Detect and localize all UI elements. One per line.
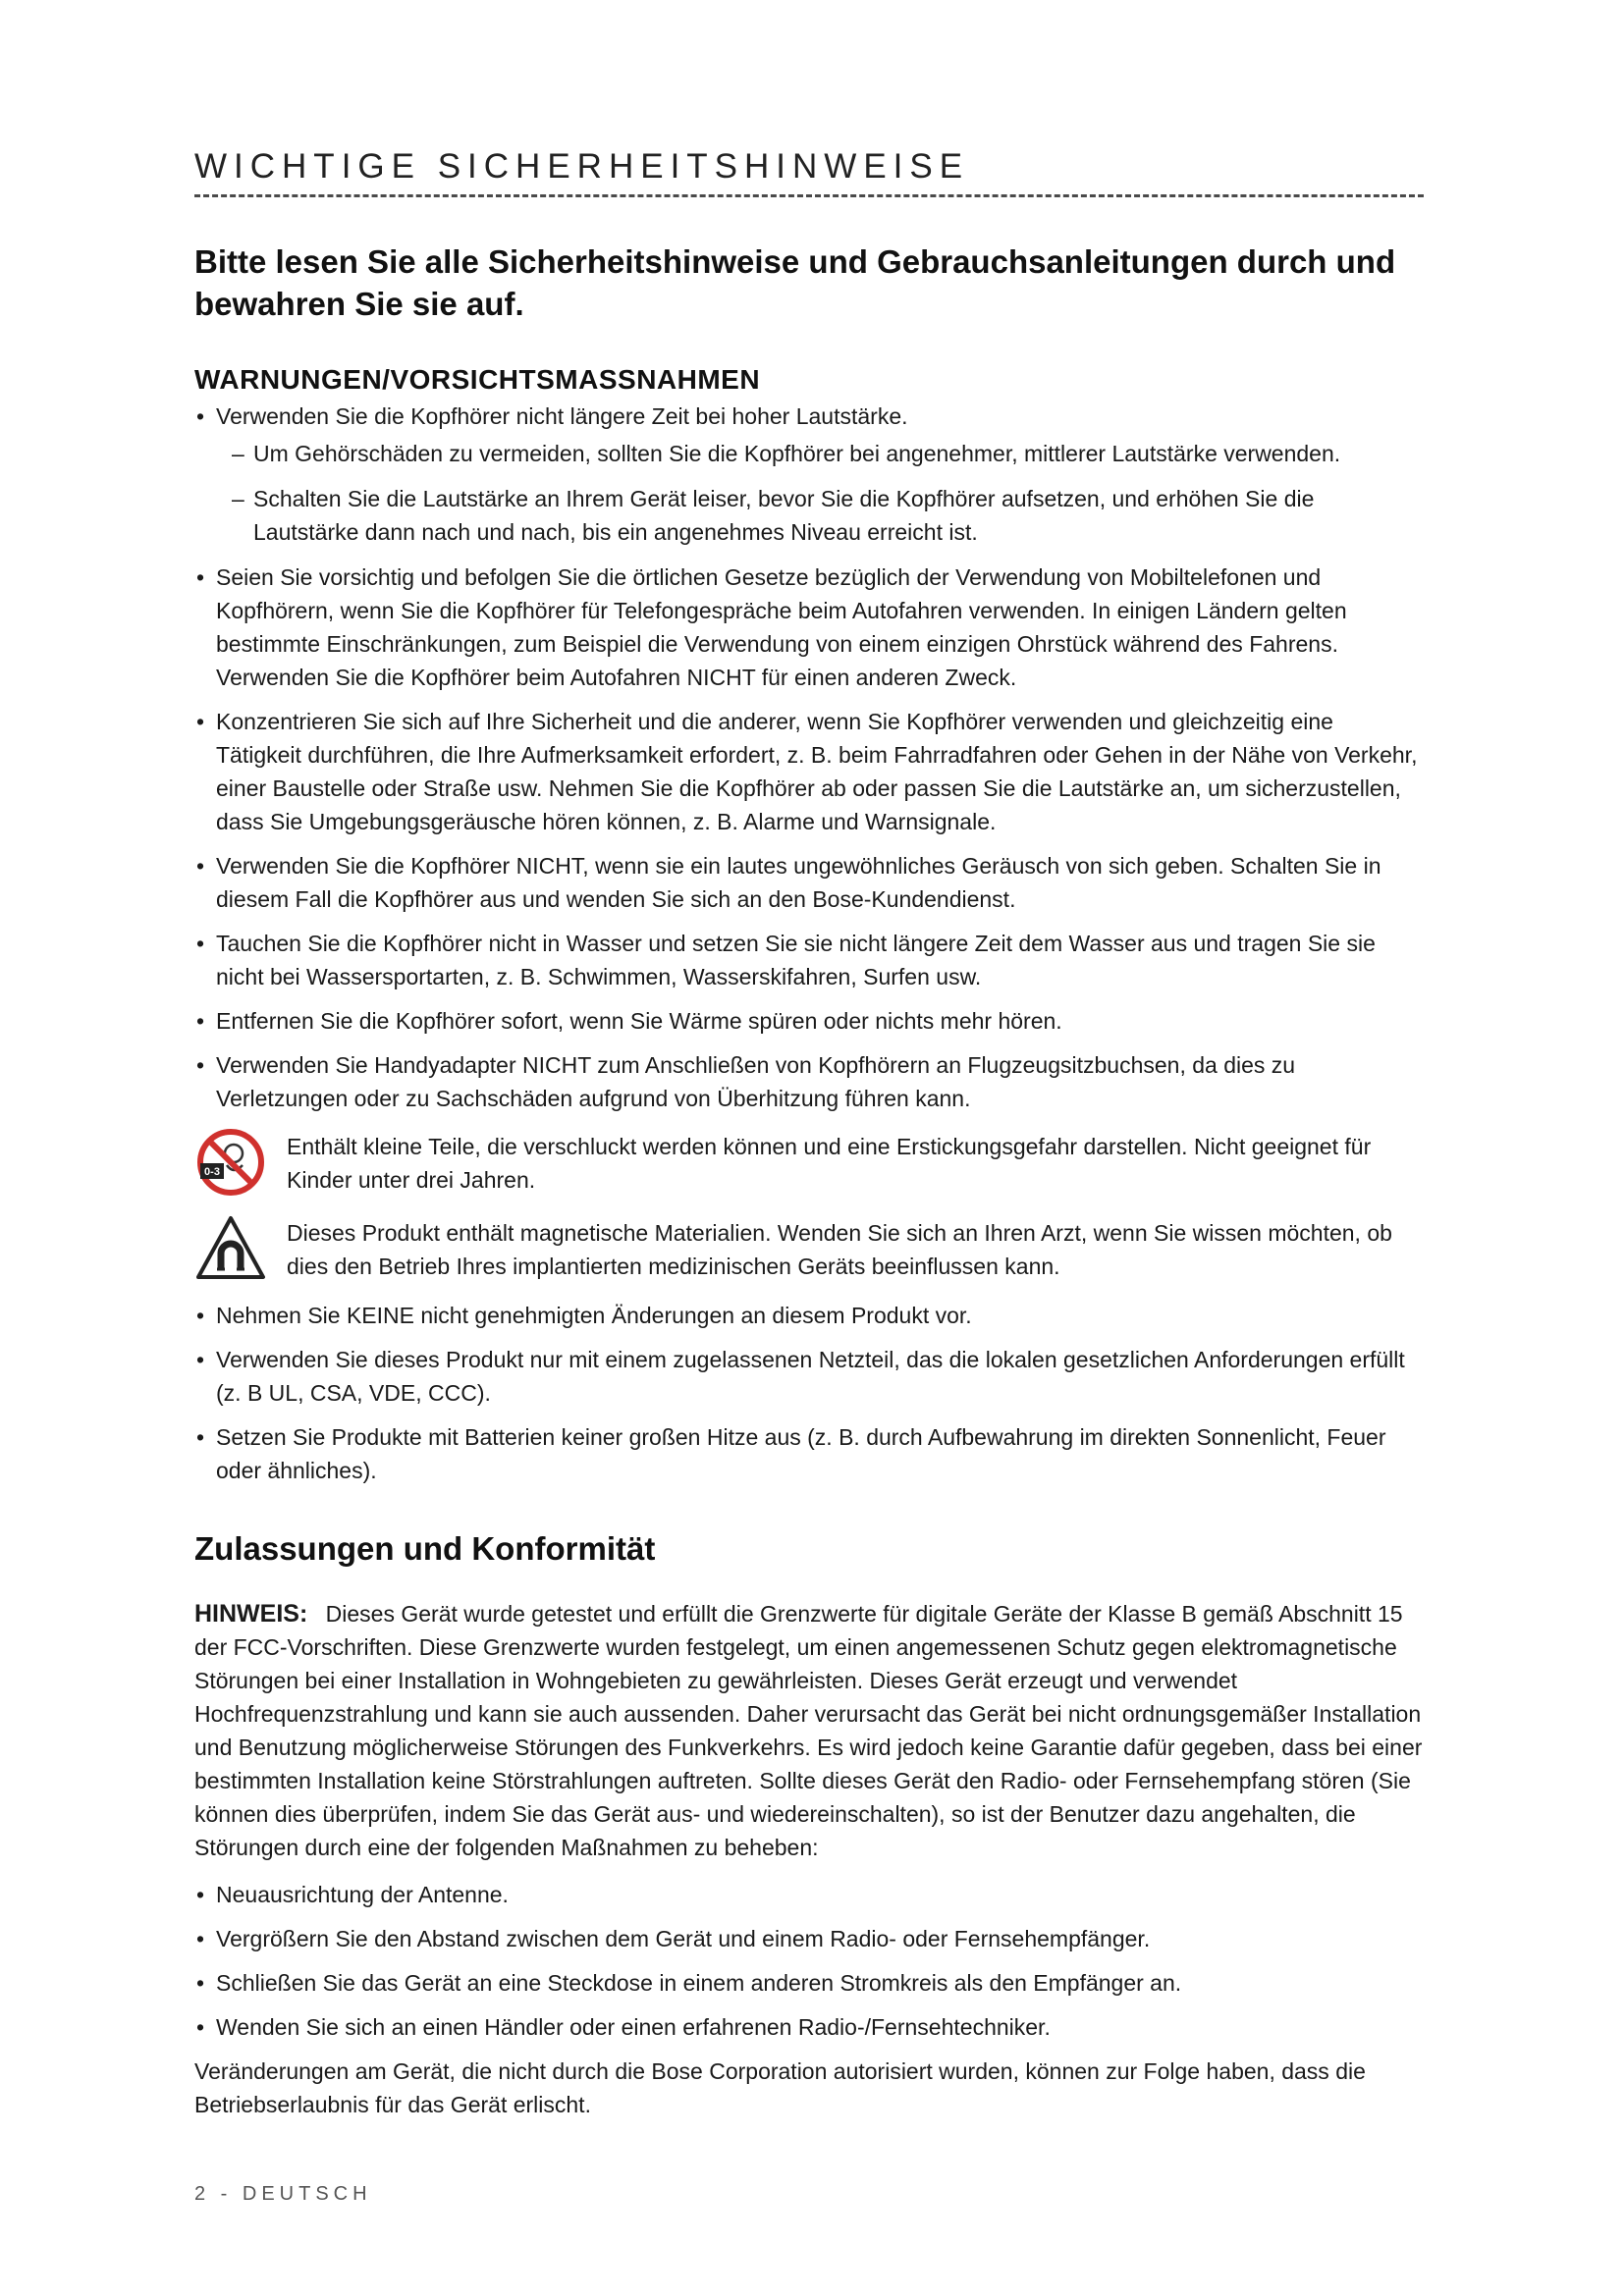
page-footer: 2 - DEUTSCH bbox=[194, 2183, 372, 2205]
volume-warning: Verwenden Sie die Kopfhörer nicht längere Zeit bei hoher Lautstärke. bbox=[216, 403, 908, 429]
intro-statement: Bitte lesen Sie alle Sicherheitshinweise und Gebrauchsanleitungen durch und bewahren Sie sie auf. bbox=[194, 243, 1396, 322]
magnetic-text: Dieses Produkt enthält magnetische Materialien. Wenden Sie sich an Ihren Arzt, wenn Sie wissen möchten, ob dies den Betrieb Ihres implantierten medizinischen Geräts beeinflussen kann. bbox=[287, 1220, 1392, 1279]
interference-measures-list bbox=[194, 1878, 1424, 2044]
list-item: • Nehmen Sie KEINE nicht genehmigten Änderungen an diesem Produkt vor. bbox=[194, 1299, 1424, 1332]
svg-text:0-3: 0-3 bbox=[204, 1166, 220, 1178]
list-item: • Tauchen Sie die Kopfhörer nicht in Wasser und setzen Sie sie nicht längere Zeit dem Wasser aus und tragen Sie sie nicht bei Wassersportarten, z. B. Schwimmen, Wasserskifahren, Surfen usw. bbox=[194, 927, 1424, 993]
magnetic-notice bbox=[194, 1212, 1424, 1285]
page-content bbox=[194, 147, 1424, 2121]
header-divider bbox=[194, 194, 1424, 197]
modification-disclaimer: Veränderungen am Gerät, die nicht durch die Bose Corporation autorisiert wurden, können zur Folge haben, dass die Betriebserlaubnis für das Gerät erlischt. bbox=[194, 2058, 1366, 2117]
compliance-heading: Zulassungen und Konformität bbox=[194, 1530, 656, 1567]
list-item: • Verwenden Sie dieses Produkt nur mit einem zugelassenen Netzteil, das die lokalen gesetzlichen Anforderungen erfüllt (z. B UL, CSA, VDE, CCC). bbox=[194, 1343, 1424, 1410]
list-item: • Neuausrichtung der Antenne. bbox=[194, 1878, 1424, 1911]
notice-text: Dieses Gerät wurde getestet und erfüllt die Grenzwerte für digitale Geräte der Klasse B gemäß Abschnitt 15 der FCC-Vorschriften. Diese Grenzwerte wurden festgelegt, um einen angemessenen Schutz gegen elektromagnetische Störungen bei einer Installation in Wohngebieten zu gewährleisten. Dieses Gerät erzeugt und verwendet Hochfrequenzstrahlung und kann sie auch aussenden. Daher verursacht das Gerät bei nicht ordnungsgemäßer Installation und Benutzung möglicherweise Störungen des Funkverkehrs. Es wird jedoch keine Garantie dafür gegeben, dass bei einer bestimmten Installation keine Störstrahlungen auftreten. Sollte dieses Gerät den Radio- oder Fernsehempfang stören (Sie können dies überprüfen, indem Sie das Gerät aus- und wiedereinschalten), so ist der Benutzer dazu angehalten, die Störungen durch eine der folgenden Maßnahmen zu beheben: bbox=[194, 1601, 1423, 1860]
list-item: • Verwenden Sie Handyadapter NICHT zum Anschließen von Kopfhörern an Flugzeugsitzbuchsen, da dies zu Verletzungen oder zu Sachschäden aufgrund von Überhitzung führen kann. bbox=[194, 1048, 1424, 1115]
list-item: • Seien Sie vorsichtig und befolgen Sie die örtlichen Gesetze bezüglich der Verwendung von Mobiltelefonen und Kopfhörern, wenn Sie die Kopfhörer für Telefongespräche beim Autofahren verwenden. In einigen Ländern gelten bestimmte Einschränkungen, zum Beispiel die Verwendung von einem einzigen Ohrstück während des Fahrens. Verwenden Sie die Kopfhörer beim Autofahren NICHT für einen anderen Zweck. bbox=[194, 561, 1424, 694]
warnings-heading: WARNUNGEN/VORSICHTSMASSNAHMEN bbox=[194, 364, 761, 395]
list-item: • Entfernen Sie die Kopfhörer sofort, wenn Sie Wärme spüren oder nichts mehr hören. bbox=[194, 1004, 1424, 1038]
magnet-warning-icon bbox=[194, 1212, 267, 1285]
list-item: • Vergrößern Sie den Abstand zwischen dem Gerät und einem Radio- oder Fernsehempfänger. bbox=[194, 1922, 1424, 1955]
list-item: • Setzen Sie Produkte mit Batterien keiner großen Hitze aus (z. B. durch Aufbewahrung im direkten Sonnenlicht, Feuer oder ähnliches). bbox=[194, 1420, 1424, 1487]
small-parts-warning-icon bbox=[194, 1126, 267, 1199]
small-parts-notice bbox=[194, 1126, 1424, 1199]
small-parts-text: Enthält kleine Teile, die verschluckt werden können und eine Erstickungsgefahr darstellen. Nicht geeignet für Kinder unter drei Jahren. bbox=[287, 1134, 1372, 1193]
list-item: – Schalten Sie die Lautstärke an Ihrem Gerät leiser, bevor Sie die Kopfhörer aufsetzen, und erhöhen Sie die Lautstärke dann nach und nach, bis ein angenehmes Niveau erreicht ist. bbox=[216, 482, 1424, 549]
list-item: • Wenden Sie sich an einen Händler oder einen erfahrenen Radio-/Fernsehtechniker. bbox=[194, 2010, 1424, 2044]
list-item: • Verwenden Sie die Kopfhörer NICHT, wenn sie ein lautes ungewöhnliches Geräusch von sich geben. Schalten Sie in diesem Fall die Kopfhörer aus und wenden Sie sich an den Bose-Kundendienst. bbox=[194, 849, 1424, 916]
list-item: • Schließen Sie das Gerät an eine Steckdose in einem anderen Stromkreis als den Empfänger an. bbox=[194, 1966, 1424, 2000]
warnings-list-b bbox=[194, 1299, 1424, 1487]
page-title: WICHTIGE SICHERHEITSHINWEISE bbox=[194, 147, 970, 186]
list-item: – Um Gehörschäden zu vermeiden, sollten Sie die Kopfhörer bei angenehmer, mittlerer Lautstärke verwenden. bbox=[216, 437, 1424, 470]
list-item bbox=[194, 400, 1424, 549]
warnings-list-a bbox=[194, 400, 1424, 1115]
list-item: • Konzentrieren Sie sich auf Ihre Sicherheit und die anderer, wenn Sie Kopfhörer verwenden und gleichzeitig eine Tätigkeit durchführen, die Ihre Aufmerksamkeit erfordert, z. B. beim Fahrradfahren oder Gehen in der Nähe von Verkehr, einer Baustelle oder Straße usw. Nehmen Sie die Kopfhörer ab oder passen Sie die Lautstärke an, um sicherzustellen, dass Sie Umgebungsgeräusche hören können, z. B. Alarme und Warnsignale. bbox=[194, 705, 1424, 838]
notice-label: HINWEIS: bbox=[194, 1600, 308, 1628]
fcc-notice bbox=[194, 1597, 1424, 1864]
volume-sublist bbox=[216, 437, 1424, 549]
